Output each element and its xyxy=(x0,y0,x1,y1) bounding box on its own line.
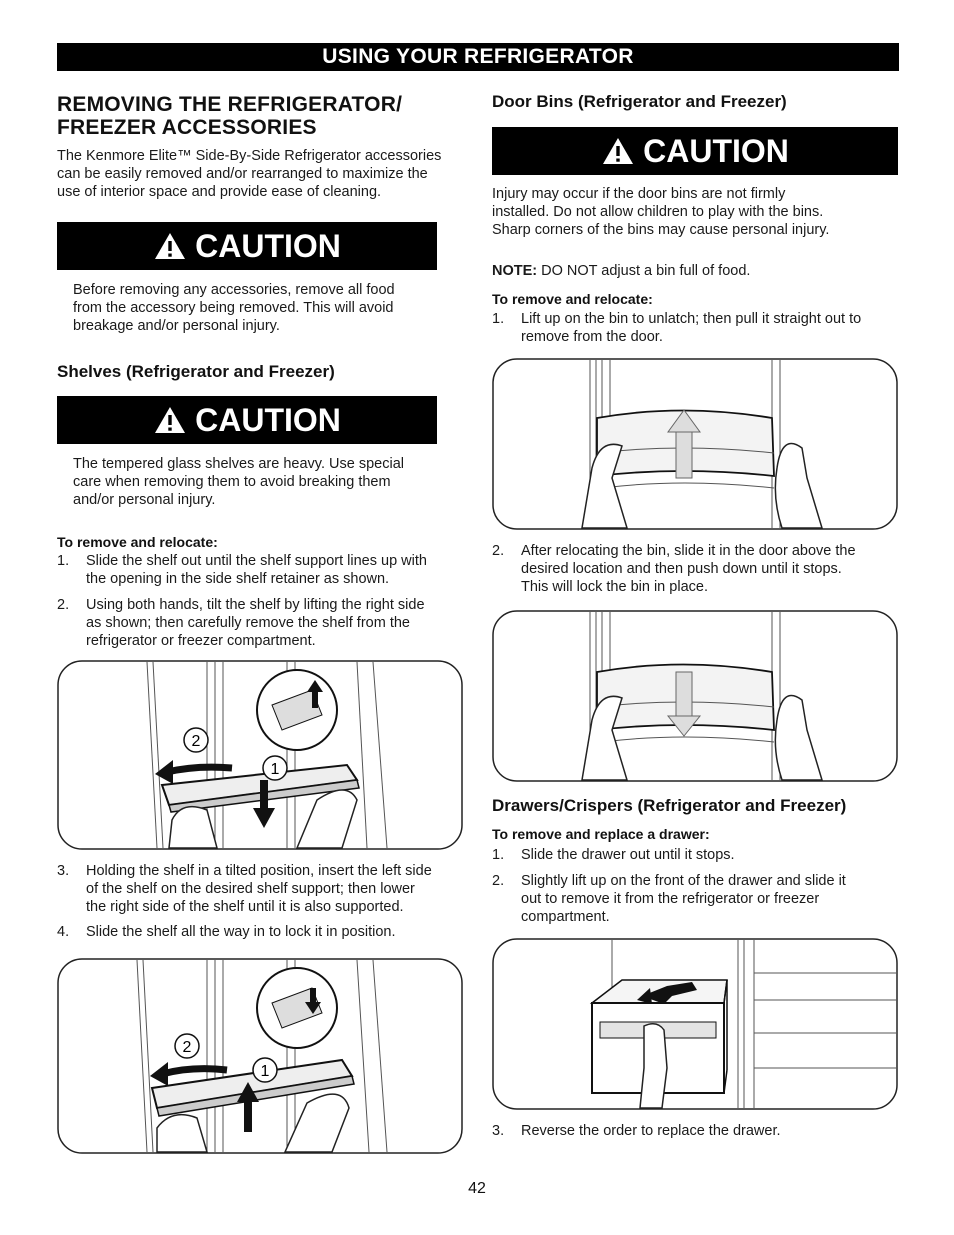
warning-triangle-icon xyxy=(153,231,187,261)
shelves-heading: Shelves (Refrigerator and Freezer) xyxy=(57,362,335,381)
bin-step-2 xyxy=(492,542,902,598)
drawer-subheading: To remove and replace a drawer: xyxy=(492,826,710,842)
step-text: Slide the shelf all the way in to lock it in position. xyxy=(86,924,396,940)
intro-line-2: can be easily removed and/or rearranged to maximize the xyxy=(57,166,428,182)
caution-banner-door-bins xyxy=(492,127,898,175)
fig-marker-2: 2 xyxy=(182,1039,192,1056)
step-text: Holding the shelf in a tilted position, insert the left side xyxy=(86,863,432,879)
step-number: 2. xyxy=(57,597,70,613)
step-number: 1. xyxy=(492,847,505,863)
door-bin-push-down-illustration xyxy=(492,610,898,782)
step-text: Slide the shelf out until the shelf support lines up with xyxy=(86,553,427,569)
step-number: 2. xyxy=(492,873,505,889)
shelf-step-1 xyxy=(57,552,467,592)
step-text: This will lock the bin in place. xyxy=(521,579,708,595)
step-number: 4. xyxy=(57,924,70,940)
step-text: Reverse the order to replace the drawer. xyxy=(521,1123,781,1139)
note-label: NOTE: xyxy=(492,263,538,279)
step-text: out to remove it from the refrigerator or freezer xyxy=(521,891,820,907)
shelf-step-3 xyxy=(57,862,467,918)
caution1-line-3: breakage and/or personal injury. xyxy=(73,318,280,334)
warning-triangle-icon xyxy=(601,136,635,166)
step-text: the opening in the side shelf retainer as shown. xyxy=(86,571,390,587)
drawer-step-3 xyxy=(492,1122,902,1142)
caution-label: CAUTION xyxy=(195,402,341,438)
caution-banner-accessories xyxy=(57,222,437,270)
drawers-heading: Drawers/Crispers (Refrigerator and Freezer) xyxy=(492,796,847,815)
warning-triangle-icon xyxy=(153,405,187,435)
caution3-line-2: installed. Do not allow children to play with the bins. xyxy=(492,204,824,220)
intro-line-1: The Kenmore Elite™ Side-By-Side Refrigerator accessories xyxy=(57,148,442,164)
step-text: Slide the drawer out until it stops. xyxy=(521,847,735,863)
caution3-line-1: Injury may occur if the door bins are not firmly xyxy=(492,186,786,202)
note-text: DO NOT adjust a bin full of food. xyxy=(537,263,751,279)
caution2-line-3: and/or personal injury. xyxy=(73,492,216,508)
door-bins-heading: Door Bins (Refrigerator and Freezer) xyxy=(492,92,787,111)
fig-marker-1: 1 xyxy=(260,1063,270,1080)
drawer-step-1 xyxy=(492,846,902,866)
fig-marker-2: 2 xyxy=(191,733,201,750)
caution1-line-1: Before removing any accessories, remove all food xyxy=(73,282,395,298)
step-text: compartment. xyxy=(521,909,610,925)
step-text: the right side of the shelf until it is also supported. xyxy=(86,899,404,915)
step-text: desired location and then push down until it stops. xyxy=(521,561,842,577)
caution2-line-2: care when removing them to avoid breaking them xyxy=(73,474,391,490)
step-text: of the shelf on the desired shelf support; then lower xyxy=(86,881,415,897)
step-number: 3. xyxy=(57,863,70,879)
step-number: 1. xyxy=(57,553,70,569)
shelf-remove-subheading: To remove and relocate: xyxy=(57,534,218,550)
step-text: After relocating the bin, slide it in the door above the xyxy=(521,543,856,559)
fig-marker-1: 1 xyxy=(270,761,280,778)
page-title-line1: REMOVING THE REFRIGERATOR/ xyxy=(57,93,403,116)
caution-label: CAUTION xyxy=(195,228,341,264)
intro-line-3: use of interior space and provide ease of cleaning. xyxy=(57,184,382,200)
step-number: 2. xyxy=(492,543,505,559)
step-number: 1. xyxy=(492,311,505,327)
bin-note xyxy=(492,262,750,281)
door-bin-lift-illustration xyxy=(492,358,898,530)
bin-step-1 xyxy=(492,310,902,350)
shelf-step-2 xyxy=(57,596,467,652)
drawer-removal-illustration xyxy=(492,938,898,1110)
bin-remove-subheading: To remove and relocate: xyxy=(492,291,653,307)
step-text: Using both hands, tilt the shelf by lifting the right side xyxy=(86,597,425,613)
caution-label: CAUTION xyxy=(643,133,789,169)
shelf-step-4 xyxy=(57,923,467,943)
step-text: Slightly lift up on the front of the drawer and slide it xyxy=(521,873,846,889)
page-number: 42 xyxy=(468,1180,486,1197)
step-text: as shown; then carefully remove the shelf from the xyxy=(86,615,410,631)
caution2-line-1: The tempered glass shelves are heavy. Use special xyxy=(73,456,404,472)
page-title-line2: FREEZER ACCESSORIES xyxy=(57,116,317,139)
step-text: refrigerator or freezer compartment. xyxy=(86,633,316,649)
caution3-line-3: Sharp corners of the bins may cause personal injury. xyxy=(492,222,830,238)
step-text: remove from the door. xyxy=(521,329,663,345)
caution-banner-shelves xyxy=(57,396,437,444)
step-text: Lift up on the bin to unlatch; then pull it straight out to xyxy=(521,311,862,327)
caution1-line-2: from the accessory being removed. This will avoid xyxy=(73,300,394,316)
shelf-reinstall-illustration xyxy=(57,958,463,1154)
drawer-step-2 xyxy=(492,872,902,928)
section-banner: USING YOUR REFRIGERATOR xyxy=(57,43,899,71)
shelf-tilt-removal-illustration xyxy=(57,660,463,850)
step-number: 3. xyxy=(492,1123,505,1139)
